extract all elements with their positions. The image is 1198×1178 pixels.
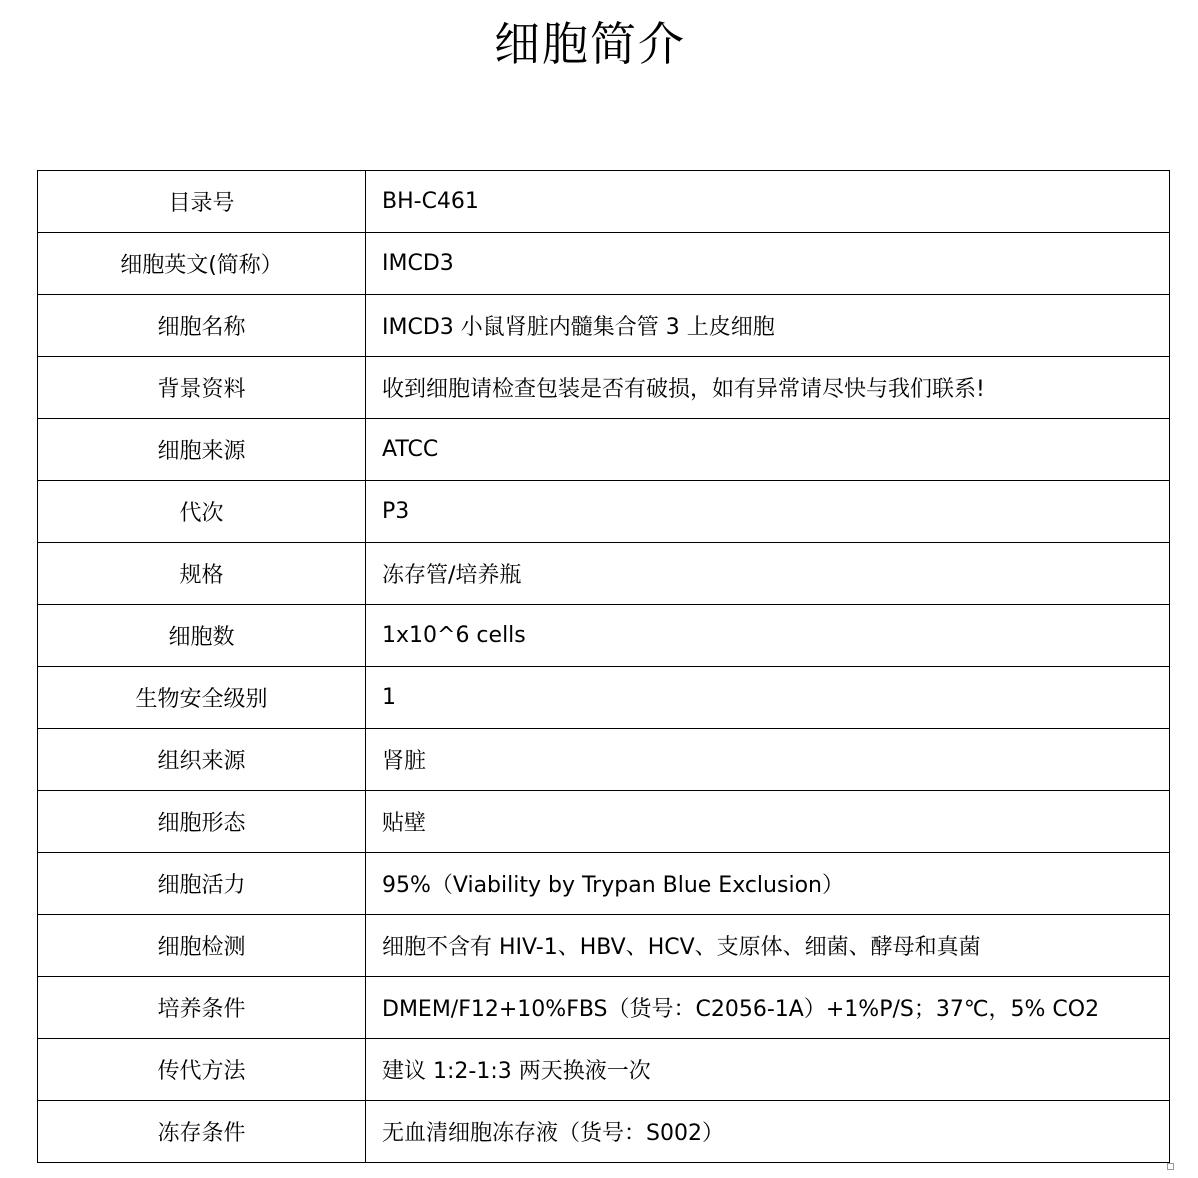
page-title: 细胞简介 — [494, 17, 686, 71]
table-row — [38, 1101, 1170, 1163]
row-value: P3 — [366, 481, 1170, 543]
row-value: 冻存管/培养瓶 — [366, 543, 1170, 605]
table-row — [38, 1039, 1170, 1101]
table-row — [38, 295, 1170, 357]
row-value: 肾脏 — [366, 729, 1170, 791]
table-row — [38, 667, 1170, 729]
page-end-mark — [1167, 1163, 1174, 1170]
row-value: 95%（Viability by Trypan Blue Exclusion） — [366, 853, 1170, 915]
row-label: 背景资料 — [38, 357, 366, 419]
row-value: DMEM/F12+10%FBS（货号：C2056-1A）+1%P/S；37℃，5% CO2 — [366, 977, 1170, 1039]
table-row — [38, 605, 1170, 667]
row-label: 传代方法 — [38, 1039, 366, 1101]
row-value: ATCC — [366, 419, 1170, 481]
row-label: 细胞形态 — [38, 791, 366, 853]
row-value: 1 — [366, 667, 1170, 729]
table-row — [38, 791, 1170, 853]
row-value: 建议 1:2-1:3 两天换液一次 — [366, 1039, 1170, 1101]
row-value: IMCD3 小鼠肾脏内髓集合管 3 上皮细胞 — [366, 295, 1170, 357]
row-label: 生物安全级别 — [38, 667, 366, 729]
row-value: 无血清细胞冻存液（货号：S002） — [366, 1101, 1170, 1163]
row-label: 细胞数 — [38, 605, 366, 667]
row-label: 冻存条件 — [38, 1101, 366, 1163]
row-label: 细胞来源 — [38, 419, 366, 481]
cell-info-table — [37, 170, 1170, 1163]
table-row — [38, 357, 1170, 419]
table-row — [38, 481, 1170, 543]
row-value: 细胞不含有 HIV-1、HBV、HCV、支原体、细菌、酵母和真菌 — [366, 915, 1170, 977]
row-label: 规格 — [38, 543, 366, 605]
table-row — [38, 729, 1170, 791]
row-value: 收到细胞请检查包装是否有破损，如有异常请尽快与我们联系! — [366, 357, 1170, 419]
row-value: IMCD3 — [366, 233, 1170, 295]
row-value: 贴壁 — [366, 791, 1170, 853]
row-label: 组织来源 — [38, 729, 366, 791]
row-value: BH-C461 — [366, 171, 1170, 233]
table-row — [38, 853, 1170, 915]
table-row — [38, 171, 1170, 233]
table-row — [38, 915, 1170, 977]
row-label: 代次 — [38, 481, 366, 543]
row-label: 细胞活力 — [38, 853, 366, 915]
row-label: 培养条件 — [38, 977, 366, 1039]
row-label: 目录号 — [38, 171, 366, 233]
row-value: 1x10^6 cells — [366, 605, 1170, 667]
table-row — [38, 977, 1170, 1039]
row-label: 细胞英文(简称） — [38, 233, 366, 295]
table-row — [38, 543, 1170, 605]
row-label: 细胞名称 — [38, 295, 366, 357]
table-row — [38, 419, 1170, 481]
row-label: 细胞检测 — [38, 915, 366, 977]
table-row — [38, 233, 1170, 295]
